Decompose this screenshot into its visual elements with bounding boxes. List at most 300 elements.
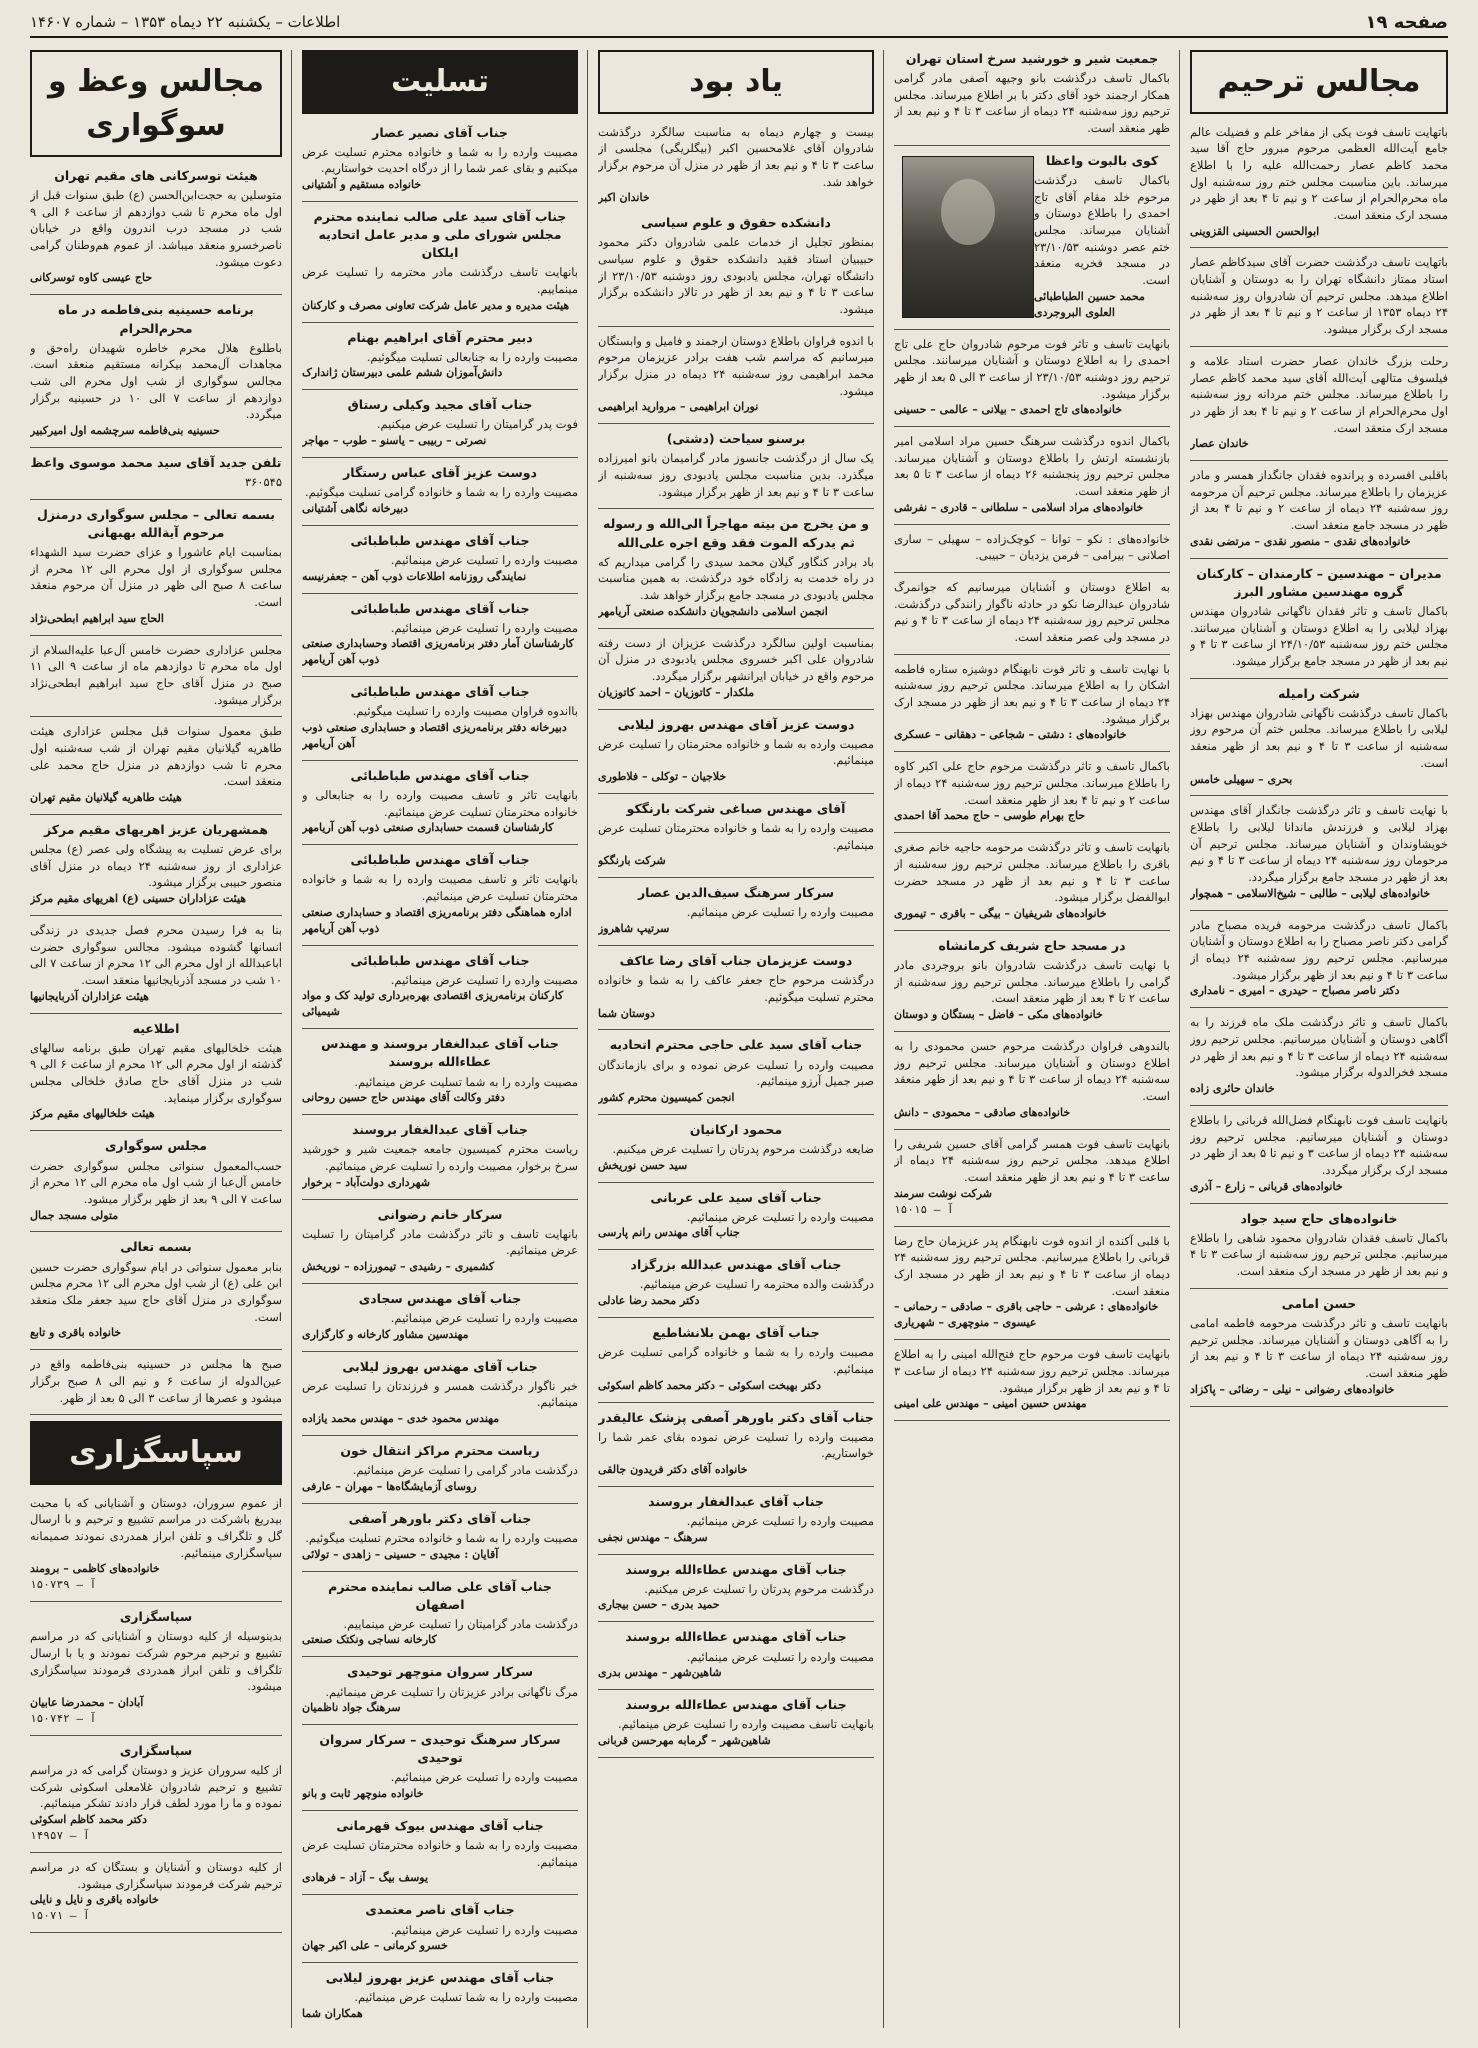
notice-signature: الحاج سید ابراهیم ابطحی‌نژاد bbox=[30, 611, 164, 625]
notice-title: جناب آقای مهندس طباطبائی bbox=[350, 852, 530, 868]
notice-title: جناب آقای مهندس سجادی bbox=[358, 1290, 522, 1306]
notice-text: بانهایت تاسف و تاثر درگذشت مرحومه حاجیه خانم صغری باقری را باطلاع میرساند. مجلس ترحیم روز سه‌شنبه از ساعت ۳ تا ۴ و نیم بعد از ظهر در مسجد حضرت ابوالفضل برگزار میشود. bbox=[894, 840, 1170, 905]
notice-signature: دکتر محمد رضا عادلی bbox=[598, 1294, 700, 1308]
divider bbox=[302, 322, 578, 323]
notice-signature: متولی مسجد جمال bbox=[30, 1208, 119, 1222]
notice-text: مرگ ناگهانی برادر عزیزتان را تسلیت عرض مینمائیم. bbox=[325, 1684, 578, 1699]
notice-block bbox=[598, 515, 874, 619]
notice-title: سرکار سروان منوچهر توحیدی bbox=[346, 1664, 534, 1680]
notice-text: درگذشت مرحوم پدرتان را تسلیت عرض میکنیم. bbox=[644, 1581, 874, 1596]
notice-text: بانهایت تاثر و تاسف مصیبت وارده را به شما و خانواده محترمتان تسلیت عرض مینمائیم. bbox=[302, 872, 578, 904]
notice-signature: حمید بدری – حسن بیجاری bbox=[598, 1598, 720, 1612]
notice-text: بااندوه فراوان مصیبت وارده را تسلیت میگوئیم. bbox=[352, 704, 578, 719]
notice-title: مجلس سوگواری bbox=[104, 1138, 208, 1154]
column-memorial-services bbox=[1190, 50, 1448, 2028]
notice-block bbox=[30, 1238, 282, 1341]
notice-text: مصیبت وارده را تسلیت عرض مینمائیم. bbox=[390, 552, 578, 567]
notice-text: هیئت خلخالیهای مقیم تهران طبق برنامه سالهای گذشته از اول محرم الی ۱۲ محرم از ساعت ۶ الی ۹ شب در منزل آقای حاج صادق خلخالی مجلس سوگواری برگزار مینماید. bbox=[30, 1040, 282, 1105]
divider bbox=[894, 654, 1170, 655]
ad-code: آ – ۱۵۰۱۵ bbox=[894, 1202, 954, 1216]
notice-text: یک سال از درگذشت جانسوز مادر گرامیمان بانو امیرزاده میگذرد. بدین مناسبت مجلس یادبودی روز سه‌شنبه از ساعت ۳ تا ۴ و نیم بعد از ظهر برگزار میشود. bbox=[598, 451, 874, 499]
notice-signature: کارشناسان قسمت حسابداری صنعتی ذوب آهن آریامهر bbox=[302, 821, 554, 835]
notice-signature: سرهنگ – مهندس نجفی bbox=[598, 1530, 708, 1544]
divider bbox=[302, 945, 578, 946]
notice-title: حسن امامی bbox=[1281, 1295, 1357, 1311]
notice-title: جناب آقای سید علی حاجی محترم اتحادیه bbox=[609, 1037, 863, 1053]
notice-signature: مهندسین مشاور کارخانه و کارگزاری bbox=[302, 1327, 469, 1341]
notice-block bbox=[302, 1578, 578, 1649]
notice-title: شرکت رامیله bbox=[1278, 685, 1360, 701]
divider bbox=[894, 572, 1170, 573]
notice-text: باکمال تاسف درگذشت ناگهانی شادروان مهندس بهزاد لیلابی را باطلاع میرساند. مجلس ختم آن مرحوم روز سه‌شنبه از ساعت ۳ تا ۴ و نیم بعد از ظهر منعقد است. bbox=[1190, 705, 1448, 770]
divider bbox=[1190, 1105, 1448, 1106]
notice-text: از کلیه سروران عزیز و دوستان گرامی که در مراسم تشییع و ترحیم شادروان غلامعلی اسکوئی شرکت نموده و ما را مورد لطف قرار دادند تشکر مینمائیم. bbox=[30, 1763, 282, 1811]
notice-text: حسب‌المعمول سنواتی مجلس سوگواری حضرت خامس آل‌عبا از شب اول ماه محرم الی ۱۲ محرم از ساعت ۷ الی ۹ بعد از ظهر برگزار میشود. bbox=[30, 1158, 282, 1206]
notice-title: جناب آقای مهندس عطاءالله بروسند bbox=[625, 1697, 847, 1713]
divider bbox=[30, 1130, 282, 1131]
divider bbox=[1190, 346, 1448, 347]
notice-text: مصیبت وارده را تسلیت عرض مینمائیم. bbox=[686, 1514, 874, 1529]
notice-title: هیئت توسرکانی های مقیم تهران bbox=[54, 168, 258, 183]
notice-text: متوسلین به حجت‌ابن‌الحسن (ع) طبق سنوات قبل از اول ماه محرم تا شب دوازدهم از ساعت ۶ الی ۹ شب در مسجد درب اندرون واقع در خیابان ناصرخسرو منعقد میباشد. از عموم هم‌وطنان گرامی دعوت میشود. bbox=[30, 188, 282, 269]
notice-signature: خانواده‌های نقدی – منصور نقدی – مرتضی نقدی bbox=[1190, 534, 1411, 548]
divider bbox=[1190, 558, 1448, 559]
notice-block bbox=[598, 1696, 874, 1749]
divider bbox=[30, 1932, 282, 1933]
notice-signature: دبیرخانه نگاهی آشتیانی bbox=[302, 501, 409, 515]
notice-list bbox=[1190, 124, 1448, 1407]
divider bbox=[598, 423, 874, 424]
notice-block bbox=[598, 333, 874, 416]
divider bbox=[30, 814, 282, 815]
notice-title: جناب آقای دکتر باورهر آصفی پزشک عالیقدر bbox=[598, 1409, 874, 1425]
notice-text: از عموم سروران، دوستان و آشنایانی که با محبت بیدریغ باشرکت در مراسم تشییع و ترحیم و با ارسال گل و تلگراف و تلفن ابراز همدردی نمودند صمیمانه سپاسگزاری مینمائیم. bbox=[30, 1495, 282, 1560]
notice-text: برای عرض تسلیت به پیشگاه ولی عصر (ع) مجلس عزاداری از روز سه‌شنبه ۲۴ دیماه در منزل آقای منصور حبیبی برگزار میشود. bbox=[30, 842, 282, 890]
notice-title: جناب آقای علی صالب نماینده محترم اصفهان bbox=[328, 1578, 552, 1612]
notice-signature: شهرداری دولت‌آباد – برخوار bbox=[302, 1175, 430, 1189]
notice-text: مصیبت وارده را به جنابعالی تسلیت میگوئیم. bbox=[366, 349, 578, 364]
notice-block bbox=[598, 1409, 874, 1478]
divider bbox=[598, 877, 874, 878]
notice-title: همشهریان عزیز اهریهای مقیم مرکز bbox=[43, 821, 269, 837]
notice-block bbox=[598, 635, 874, 701]
divider bbox=[302, 1571, 578, 1572]
notice-text: با نهایت تاسف و تاثر درگذشت جانگداز آقای مهندس بهزاد لیلابی و فرزندش ماندانا لیلابی را باطلاع خویشاوندان و آشنایان میرساند. مجلس ترحیم آن مرحومان روز سه‌شنبه ۲۴ دیماه از ساعت ۳ تا ۴ و نیم بعد از ظهر در مسجد جامع برگزار میگردد. bbox=[1190, 803, 1448, 885]
notice-block bbox=[1190, 802, 1448, 901]
notice-block bbox=[1190, 353, 1448, 452]
masthead bbox=[30, 8, 1448, 38]
divider bbox=[598, 1486, 874, 1487]
notice-signature: خانواده مستقیم و آشتیانی bbox=[302, 177, 422, 191]
notice-title: محمود ارکانیان bbox=[689, 1121, 783, 1137]
section-heading-memorial: مجالس ترحیم bbox=[1190, 50, 1448, 114]
notice-signature: دبیرخانه دفتر برنامه‌ریزی اقتصاد و حسابداری صنعتی ذوب آهن آریامهر bbox=[302, 720, 567, 750]
notice-block bbox=[598, 1189, 874, 1242]
notice-block bbox=[302, 1969, 578, 2022]
divider bbox=[1190, 1203, 1448, 1204]
notice-signature: خانواده‌های قربانی – زارع – آذری bbox=[1190, 1179, 1343, 1193]
notice-title: دبیر محترم آقای ابراهیم بهنام bbox=[347, 329, 533, 345]
notice-title: جناب آقای مهندس بیوک قهرمانی bbox=[336, 1818, 544, 1833]
notice-signature: خاندان عصار bbox=[1190, 437, 1249, 451]
notice-block bbox=[30, 642, 282, 709]
notice-signature: مهندس حسین امینی – مهندس علی امینی bbox=[894, 1397, 1087, 1411]
notice-title: جمعیت شیر و خورشید سرخ استان تهران bbox=[905, 51, 1159, 66]
divider bbox=[302, 1351, 578, 1352]
notice-text: درگذشت مادر گرامیتان را تسلیت عرض مینماییم. bbox=[343, 1616, 578, 1631]
notice-text: بانهایت تاسف فوت همسر گرامی آقای حسین شریفی را اطلاع میدهد. مجلس ترحیم روز سه‌شنبه ۲۴ دیماه از ساعت ۳ تا ۴ و نیم بعد از ظهر منعقد است. bbox=[894, 1136, 1170, 1185]
notice-signature: جناب آقای مهندس رانم پارسی bbox=[598, 1226, 740, 1240]
notice-block bbox=[1190, 1112, 1448, 1195]
deceased-photo bbox=[902, 156, 1034, 318]
notice-signature: انجمن کمیسیون محترم کشور bbox=[598, 1090, 735, 1104]
notice-text: مصیبت وارده را تسلیت عرض مینمائیم. bbox=[686, 905, 874, 920]
notice-title: بسمه تعالی – مجلس سوگواری درمنزل مرحوم آیة‌الله بهبهانی bbox=[37, 506, 275, 540]
notice-text: مصیبت وارده را تسلیت عرض مینمائیم. bbox=[390, 1311, 578, 1326]
notice-title: جناب آقای مهندس عبدالله بزرگزاد bbox=[630, 1257, 842, 1273]
notice-text: مصیبت وارده را به شما تسلیت عرض مینمائیم. bbox=[354, 1990, 578, 2005]
divider bbox=[30, 1231, 282, 1232]
notice-text: بانهایت تاسف و تاثر فوت مرحوم شادروان حاج علی تاج احمدی را به اطلاع دوستان و آشنایان میرسانند. مجلس ترحیم روز دوشنبه ۲۳/۱۰/۵۳ از ساعت ۳ الی ۵ بعد از ظهر برگزار میشود. bbox=[894, 336, 1170, 401]
notice-title: جناب آقای مهندس طباطبائی bbox=[350, 532, 530, 548]
notice-text: بیست و چهارم دیماه به مناسبت سالگرد درگذشت شادروان آقای غلامحسین اکبر (بیگلریگی) مجلسی از ساعت ۳ تا ۴ و نیم بعد از ظهر در منزل آن مرحوم برگزار خواهد شد. bbox=[598, 124, 874, 189]
notice-text: مصیبت وارده را تسلیت عرض مینمائیم. bbox=[686, 1209, 874, 1224]
notice-text: ریاست محترم کمیسیون جامعه جمعیت شیر و خورشید سرخ برخوار، مصیبت وارده را تسلیت عرض مینمائیم. bbox=[302, 1142, 578, 1173]
notice-title: برسنو سیاحت (دشتی) bbox=[666, 431, 806, 447]
notice-signature: اداره هماهنگی دفتر برنامه‌ریزی اقتصاد و حسابداری صنعتی ذوب آهن آریامهر bbox=[302, 905, 572, 935]
notice-signature: خانواده‌های شریفیان – بیگی – باقری – تیموری bbox=[894, 907, 1107, 921]
notice-signature: هیئت خلخالیهای مقیم مرکز bbox=[30, 1107, 155, 1121]
notice-text: باکمال تاسف و تاثر فقدان ناگهانی شادروان مهندس بهزاد لیلابی را به اطلاع دوستان و آشنایان میرسانند. مجلس ختم روز سه‌شنبه ۲۴/۱۰/۵۳ از ساعت ۳ تا ۴ و نیم بعد از ظهر در مسجد جامع برگزار میشود. bbox=[1190, 604, 1448, 669]
notice-block bbox=[302, 683, 578, 752]
divider bbox=[598, 945, 874, 946]
notice-text: مصیبت وارده را تسلیت عرض مینمائیم. bbox=[686, 1649, 874, 1664]
notice-text: رحلت بزرگ خاندان عصار حضرت استاد علامه و فیلسوف متالهی آیت‌الله آقای سید محمد کاظم عصار را باطلاع میرساند. مجلس ختم مردانه روز سه‌شنبه اول محرم‌الحرام از ساعت ۲ و نیم تا ۴ بعد از ظهر در مسجد ارک منعقد است. bbox=[1190, 353, 1448, 435]
divider bbox=[30, 716, 282, 717]
notice-block bbox=[598, 884, 874, 937]
notice-title: دوست عزیزمان جناب آقای رضا عاکف bbox=[619, 953, 853, 969]
notice-title: جناب آقای عبدالغفار بروسند bbox=[352, 1122, 528, 1138]
notice-block bbox=[30, 301, 282, 439]
notice-block bbox=[598, 1628, 874, 1681]
notice-title: کوی بالبوت واعظا bbox=[1045, 152, 1159, 168]
notice-text: بنابر معمول سنواتی در ایام سوگواری حضرت حسین ابن علی (ع) از شب اول محرم الی ۱۲ محرم مجلس سوگواری در منزل آقای حاج سید جعفر ملک منعقد است. bbox=[30, 1259, 282, 1324]
notice-signature: خانواده منوچهر ثابت و بانو bbox=[302, 1787, 424, 1801]
notice-title: جناب آقای سید علی عربانی bbox=[650, 1189, 822, 1205]
divider bbox=[30, 1013, 282, 1014]
notice-block bbox=[598, 952, 874, 1021]
divider bbox=[598, 628, 874, 629]
divider bbox=[302, 1724, 578, 1725]
column-notices-2 bbox=[894, 50, 1170, 2028]
divider bbox=[302, 1810, 578, 1811]
issue-line: اطلاعات – یکشنبه ۲۲ دیماه ۱۳۵۳ – شماره ۱۴۶۰۷ bbox=[30, 13, 341, 31]
notice-signature: هیئت مدیره و مدیر عامل شرکت تعاونی مصرف و کارکنان bbox=[302, 298, 570, 312]
notice-text: باتهایت تاسف فوت یکی از مفاخر علم و فضیلت عالم جامع آیت‌الله العظمی مرحوم مبرور حاج آقا سید محمد کاظم عصار رحمت‌الله علیه را با اطلاع میرساند. باین مناسبت مجلس ختم روز سه‌شنبه اول ماه محرم‌الحرام از ساعت ۲ و نیم تا ۴ بعد از ظهر در مسجد ارک منعقد است. bbox=[1190, 124, 1448, 222]
notice-signature: دکتر محمد کاظم اسکوئی bbox=[30, 1813, 148, 1827]
notice-block bbox=[894, 758, 1170, 824]
notice-text: باکمال تاسف درگذشت مرحوم خلد مقام آقای تاج احمدی را باطلاع دوستان و آشنایان میرساند. مجلس ختم عصر دوشنبه ۲۳/۱۰/۵۳ در مسجد فخریه منعقد است. bbox=[1034, 172, 1170, 287]
notice-list bbox=[30, 167, 282, 1415]
notice-block bbox=[894, 839, 1170, 922]
notice-block bbox=[598, 800, 874, 869]
ad-code: آ – ۱۵۰۷۴۲ bbox=[30, 1712, 97, 1726]
notice-block bbox=[894, 579, 1170, 646]
notice-signature: خاندان حائری زاده bbox=[1190, 1082, 1275, 1096]
notice-title: دانشکده حقوق و علوم سیاسی bbox=[641, 215, 831, 231]
notice-text: مصیبت وارده را تسلیت عرض مینمائیم. bbox=[390, 1770, 578, 1785]
notice-signature: دوستان شما bbox=[598, 1006, 655, 1020]
notice-text: مصیبت وارده را تسلیت عرض نموده و برای بازماندگان صبر جمیل آرزو مینمائیم. bbox=[598, 1057, 874, 1089]
notice-text: صبح ها مجلس در حسینیه بنی‌فاطمه واقع در عین‌الدوله از ساعت ۶ و نیم الی ۸ صبح برگزار میشود و عصرها از ساعت ۳ الی ۵ بعد از ظهر. bbox=[30, 1357, 282, 1405]
divider bbox=[894, 329, 1170, 330]
notice-block bbox=[302, 1817, 578, 1886]
notice-block bbox=[30, 1137, 282, 1223]
notice-text: با نهایت تاسف و تاثر فوت نابهنگام دوشیزه ستاره فاطمه اشکان را به اطلاع میرساند. مجلس ترحیم روز سه‌شنبه ۲۴ دیماه از ساعت ۳ تا ۴ و نیم بعد از ظهر در مسجد ارک برگزار میشود. bbox=[894, 661, 1170, 726]
notice-block bbox=[302, 208, 578, 314]
notice-block bbox=[598, 716, 874, 785]
notice-block bbox=[30, 1859, 282, 1924]
notice-title: بسمه تعالی bbox=[120, 1239, 192, 1255]
divider bbox=[894, 1031, 1170, 1032]
divider bbox=[302, 1435, 578, 1436]
notice-block bbox=[302, 1121, 578, 1190]
ad-code: آ – ۱۴۹۵۷ bbox=[30, 1829, 90, 1843]
section-heading-mourning: مجالس وعظ و سوگواری bbox=[30, 50, 282, 157]
notice-block bbox=[1190, 685, 1448, 788]
divider bbox=[30, 1349, 282, 1350]
notice-text: مصیبت وارده را به شما و خانواده گرامی تسلیت میگوئیم. bbox=[305, 485, 578, 500]
notice-block bbox=[1190, 124, 1448, 240]
notice-signature: خانواده‌های : دشتی – شجاعی – دهقانی – عسکری bbox=[894, 728, 1127, 742]
notice-list bbox=[30, 1495, 282, 1933]
divider bbox=[302, 593, 578, 594]
divider bbox=[598, 1757, 874, 1758]
notice-text: باقلبی افسرده و پراندوه فقدان جانگداز همسر و مادر عزیزمان را باطلاع میرساند. مجلس ترحیم آن مرحومه روز سه‌شنبه ۲۴ دیماه از ساعت ۲ و نیم تا ۴ بعد از ظهر در مسجد جامع منعقد است. bbox=[1190, 468, 1448, 533]
column-rule bbox=[883, 50, 884, 2028]
column-remembrance bbox=[598, 50, 874, 2028]
notice-text: باکمال تاسف و تاثر درگذشت مرحوم حاج علی اکبر کاوه را باطلاع میرساند. مجلس ترحیم روز سه‌شنبه ۲۴ دیماه از ساعت ۲ و نیم تا ۴ بعد از ظهر منعقد است. bbox=[894, 759, 1170, 807]
divider bbox=[598, 1114, 874, 1115]
notice-block bbox=[894, 50, 1170, 137]
column-condolences bbox=[302, 50, 578, 2028]
notice-title: جناب آقای دکتر باورهر آصفی bbox=[348, 1510, 532, 1526]
notice-block bbox=[302, 1358, 578, 1427]
notice-text: مصیبت وارده را به شما و خانواده محترمتان تسلیت عرض مینمائیم. bbox=[598, 821, 874, 852]
notice-block bbox=[302, 1901, 578, 1954]
notice-text: بانهایت تاثر و تاسف مصیبت وارده را به جنابعالی و خانواده محترمتان تسلیت عرض مینمائیم. bbox=[302, 787, 578, 819]
notice-signature: یوسف بیگ – آزاد – فرهادی bbox=[302, 1871, 429, 1885]
notice-block bbox=[1190, 1014, 1448, 1097]
notice-block bbox=[1190, 1295, 1448, 1398]
notice-title: جناب آقای مهندس بهروز لیلابی bbox=[342, 1358, 538, 1374]
notice-title: جناب آقای مهندس عزیز بهروز لیلابی bbox=[325, 1970, 555, 1986]
notice-title: مدیران – مهندسین – کارمندان – کارکنان گروه مهندسین مشاور البرز bbox=[1196, 565, 1442, 599]
notice-block bbox=[894, 1038, 1170, 1121]
ad-code: آ – ۱۵۰۷۳۹ bbox=[30, 1578, 97, 1592]
notice-title: جناب آقای مهندس طباطبائی bbox=[350, 600, 530, 616]
notice-text: مصیبت وارده به شما و خانواده محترمتان را تسلیت عرض مینمائیم. bbox=[598, 736, 874, 768]
notice-text: مصیبت وارده را به شما و خانواده گرامی تسلیت عرض مینمائیم. bbox=[598, 1345, 874, 1376]
notice-text: درگذشت مرحوم حاج جعفر عاکف را به شما و خانواده محترم تسلیت میگوئیم. bbox=[598, 973, 874, 1004]
divider bbox=[302, 1283, 578, 1284]
notice-block bbox=[598, 1121, 874, 1174]
notice-title: جناب آقای عبدالغفار بروسند bbox=[648, 1493, 824, 1509]
divider bbox=[598, 1621, 874, 1622]
notice-signature: خسرو کرمانی – علی اکبر جهان bbox=[302, 1939, 448, 1953]
notice-text: باکمال اندوه درگذشت سرهنگ حسین مراد اسلامی امیر بازنشسته ارتش را باطلاع دوستان و آشنایان میرساند. مجلس ترحیم روز پنجشنبه ۲۶ دیماه از ساعت ۳ تا ۵ بعد از ظهر منعقد است. bbox=[894, 434, 1170, 499]
notice-block bbox=[302, 329, 578, 382]
notice-block bbox=[894, 1136, 1170, 1218]
notice-signature: کارکنان برنامه‌ریزی اقتصادی بهره‌برداری تولید کک و مواد شیمیائی bbox=[302, 989, 564, 1019]
divider bbox=[30, 915, 282, 916]
notice-signature: خانواده‌های مکی – فاضل – بستگان و دوستان bbox=[894, 1008, 1103, 1022]
notice-title: آقای مهندس صباغی شرکت بارنگکو bbox=[626, 800, 846, 816]
notice-title: سرکار سرهنگ توحیدی – سرکار سروان توحیدی bbox=[319, 1732, 561, 1766]
notice-signature: حاج بهرام طوسی – حاج محمد آقا احمدی bbox=[894, 809, 1086, 823]
notice-text: طبق معمول سنوات قبل مجلس عزاداری هیئت طاهریه گیلانیان مقیم تهران از شب سه‌شنبه اول محرم تا شب دوازدهم در منزل حاج محمد علی منعقد است. bbox=[30, 724, 282, 789]
notice-block bbox=[1190, 467, 1448, 550]
divider bbox=[302, 1962, 578, 1963]
notice-signature: آقایان : مجیدی – حسینی – زاهدی – تولائی bbox=[302, 1547, 499, 1561]
notice-signature: شاهین‌شهر – گرمابه مهرحسن قربانی bbox=[598, 1733, 771, 1747]
notice-list bbox=[302, 124, 578, 2029]
notice-title: جناب آقای مهندس عطاءالله بروسند bbox=[625, 1629, 847, 1645]
notice-title: اطلاعیه bbox=[132, 1020, 180, 1036]
notice-signature: خانواده باقری و نایل و نایلی bbox=[30, 1893, 159, 1907]
notice-title: خانواده‌های حاج سید جواد bbox=[1240, 1210, 1398, 1226]
notice-title: در مسجد حاج شریف کرمانشاه bbox=[938, 938, 1126, 953]
notice-signature: شرکت بارنگکو bbox=[598, 854, 666, 868]
notice-block bbox=[30, 167, 282, 286]
notice-signature: بحری – سهیلی خامس bbox=[1190, 772, 1293, 786]
notice-block bbox=[30, 723, 282, 806]
notice-text: باتهایت تاسف درگذشت حضرت آقای سیدکاظم عصار استاد ممتاز دانشگاه تهران را به دوستان و آشنایان اطلاع میدهد. مجلس ترحیم آن شادروان روز سه‌شنبه ۲۴ دیماه ۱۳۵۳ از ساعت ۲ و نیم تا ۴ بعد از ظهر در مسجد ارک برگزار میشود. bbox=[1190, 255, 1448, 337]
divider bbox=[30, 294, 282, 295]
notice-text: مصیبت وارده را تسلیت عرض نموده بقای عمر شما را خواستاریم. bbox=[598, 1429, 874, 1461]
notice-text: باد برادر کنگاور گیلان محمد سیدی را گرامی میداریم که در راه خدمت به زادگاه خود درگذشت. به همین مناسبت مجلس یادبودی در مسجد جامع برگزار خواهد شد. bbox=[598, 554, 874, 602]
notice-signature: آبادان – محمدرضا عابیان bbox=[30, 1696, 144, 1710]
notice-text: باکمال تاسف فقدان شادروان محمود شاهی را باطلاع میرسانیم. مجلس ترحیم روز سه‌شنبه از ساعت ۳ تا ۴ و نیم بعد از ظهر در مسجد ارک منعقد است. bbox=[1190, 1230, 1448, 1279]
notice-block bbox=[598, 1493, 874, 1546]
notice-block bbox=[894, 336, 1170, 419]
notice-signature: شرکت نوشت سرمند bbox=[894, 1186, 993, 1200]
notice-block bbox=[302, 464, 578, 517]
notice-signature: خانواده‌های کاظمی – برومند bbox=[30, 1562, 160, 1576]
notice-block bbox=[598, 124, 874, 207]
notice-text: مصیبت وارده را تسلیت عرض مینمائیم. bbox=[390, 1922, 578, 1937]
divider bbox=[1190, 795, 1448, 796]
divider bbox=[30, 499, 282, 500]
divider bbox=[894, 1339, 1170, 1340]
notice-signature: خانواده آقای دکتر فریدون جالقی bbox=[598, 1462, 748, 1476]
divider bbox=[598, 1029, 874, 1030]
notice-text: بانهایت تاسف و تاثر درگذشت مادر گرامیتان را تسلیت عرض مینمائیم. bbox=[302, 1226, 578, 1258]
divider bbox=[598, 1182, 874, 1183]
notice-signature: کارشناسان آمار دفتر برنامه‌ریزی اقتصاد وحسابداری صنعتی ذوب آهن آریامهر bbox=[302, 637, 574, 667]
notice-signature: سرهنگ جواد ناظمیان bbox=[302, 1701, 401, 1715]
notice-title: جناب آقای سید علی صالب نماینده محترم مجلس شورای ملی و مدیر عامل اتحادیه ایلکان bbox=[313, 208, 567, 261]
notice-text: باکمال تاسف درگذشت بانو وجیهه آصفی مادر گرامی همکار ارجمند خود آقای دکتر با بر اطلاع میرساند. مجلس ترحیم روز سه‌شنبه ۲۴ دیماه از ساعت ۳ تا ۴ و نیم بعد از ظهر منعقد است. bbox=[894, 71, 1170, 136]
notice-block bbox=[30, 506, 282, 627]
notice-block bbox=[30, 922, 282, 1005]
notice-signature: روسای آزمایشگاه‌ها – مهران – عارفی bbox=[302, 1479, 477, 1493]
notice-text: بالندوهی فراوان درگذشت مرحوم حسن محمودی را به اطلاع دوستان و آشنایان میرساند. مجلس ترحیم روز سه‌شنبه ۲۴ دیماه از ساعت ۳ تا ۴ و نیم بعد از ظهر منعقد است. bbox=[894, 1039, 1170, 1104]
notice-title: سپاسگزاری bbox=[119, 1609, 193, 1625]
notice-signature: سرتیپ شاهروز bbox=[598, 922, 670, 936]
notice-text: مصیبت وارده را به شما و خانواده محترمتان تسلیت عرض مینمائیم. bbox=[302, 1838, 578, 1869]
notice-title: ریاست محترم مراکز انتقال خون bbox=[340, 1443, 540, 1459]
notice-block bbox=[302, 1290, 578, 1343]
divider bbox=[30, 635, 282, 636]
notice-signature: خانواده‌های تاج احمدی – بیلانی – عالمی – حسینی bbox=[894, 403, 1123, 417]
notice-list bbox=[598, 214, 874, 1758]
notice-block bbox=[302, 1663, 578, 1716]
divider bbox=[302, 1199, 578, 1200]
divider bbox=[30, 1735, 282, 1736]
notice-block bbox=[30, 1495, 282, 1594]
notice-block bbox=[30, 454, 282, 491]
notice-signature: هیئت عزاداران آذربایجانیها bbox=[30, 989, 149, 1003]
notice-text: باکمال تاسف و تاثر درگذشت ملک ماه فرزند را به آگاهی دوستان و آشنایان میرسانیم. مجلس ترحیم روز سه‌شنبه ۲۴ دیماه از ساعت ۳ تا ۴ و نیم بعد از ظهر در مسجد فخرالدوله برگزار میشود. bbox=[1190, 1015, 1448, 1080]
notice-text: مصیبت وارده را تسلیت عرض مینمائیم. bbox=[390, 972, 578, 987]
notice-block bbox=[302, 1442, 578, 1495]
notice-signature: شاهین‌شهر – مهندس بدری bbox=[598, 1666, 722, 1680]
divider bbox=[894, 1129, 1170, 1130]
notice-block bbox=[598, 214, 874, 317]
divider bbox=[302, 1894, 578, 1895]
section-heading-remembrance: یاد بود bbox=[598, 50, 874, 114]
notice-text: ۳۶۰۵۴۵ bbox=[244, 475, 282, 490]
divider bbox=[598, 793, 874, 794]
divider bbox=[598, 1689, 874, 1690]
divider bbox=[894, 145, 1170, 146]
notice-text: مجلس عزاداری حضرت خامس آل‌عبا علیه‌السلام از اول ماه محرم تا دوازدهم ماه از ساعت ۹ الی ۱۱ صبح در منزل آقای حاج سید ابراهیم ابطحی‌نژاد برگزار میشود. bbox=[30, 642, 282, 707]
divider bbox=[1190, 1406, 1448, 1407]
notice-block bbox=[302, 396, 578, 449]
notice-signature: خانواده‌های : عرشی – حاجی باقری – صادقی – رحمانی – عیسوی – منوچهری – شهریاری bbox=[894, 1300, 1159, 1330]
divider bbox=[894, 1420, 1170, 1421]
notice-signature: هیئت طاهریه گیلانیان مقیم تهران bbox=[30, 791, 182, 805]
notice-block bbox=[302, 851, 578, 936]
notice-title: جناب آقای مهندس عطاءالله بروسند bbox=[625, 1561, 847, 1577]
notice-block bbox=[894, 1233, 1170, 1332]
column-rule bbox=[587, 50, 588, 2028]
notice-title: جناب آقای مهندس طباطبائی bbox=[350, 767, 530, 783]
column-mourning-gatherings bbox=[30, 50, 282, 2028]
notice-block bbox=[894, 433, 1170, 516]
divider bbox=[302, 457, 578, 458]
notice-title: و من یخرج من بیته مهاجراً الی‌الله و رسوله ثم یدرکه الموت فقد وقع اجره علی‌الله bbox=[603, 516, 869, 550]
divider bbox=[1190, 678, 1448, 679]
notice-signature: ملکدار – کاتوزیان – احمد کاتوزیان bbox=[598, 685, 755, 699]
divider bbox=[598, 1317, 874, 1318]
divider bbox=[894, 930, 1170, 931]
notice-block bbox=[302, 767, 578, 836]
notice-text: مصیبت وارده را به شما تسلیت عرض مینمائیم. bbox=[354, 1074, 578, 1089]
ad-code: آ – ۱۵۰۷۱ bbox=[30, 1909, 90, 1923]
notice-block bbox=[1190, 565, 1448, 670]
divider bbox=[894, 832, 1170, 833]
notice-signature: خلاجیان – توکلی – فلاطوری bbox=[598, 770, 727, 783]
notice-signature: هیئت عزاداران حسینی (ع) اهریهای مقیم مرکز bbox=[30, 892, 247, 906]
divider bbox=[30, 1414, 282, 1415]
notice-signature: سید حسن نوریخش bbox=[598, 1158, 688, 1172]
divider bbox=[302, 389, 578, 390]
notice-text: بانهایت تاسف درگذشت مادر محترمه را تسلیت عرض مینماییم. bbox=[302, 265, 578, 296]
notice-signature: دانش‌آموزان ششم علمی دبیرستان ژاندارک bbox=[302, 366, 503, 380]
notice-text: باکمال تاسف درگذشت مرحومه فریده مصباح مادر گرامی دکتر ناصر مصباح را به اطلاع دوستان و آشنایان میرسانیم. مجلس ترحیم روز سه‌شنبه ۲۴ دیماه از ساعت ۳ تا ۴ و نیم بعد از ظهر برگزار میشود. bbox=[1190, 917, 1448, 982]
